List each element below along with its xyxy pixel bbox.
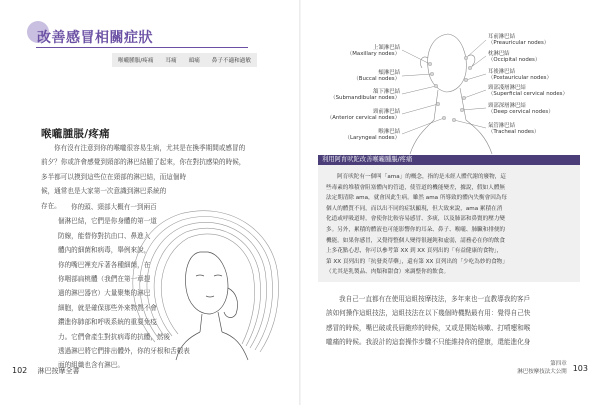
right-page [300, 0, 600, 405]
text-line: 多半都可以摸到這些位在頸部的淋巴結，而這個時 [41, 172, 187, 181]
panel-title: 利用阿育吠陀改善喉嚨腫脹/疼痛 [318, 155, 580, 165]
text-line: 你咽部扁桃體（我們在第一章提 [58, 275, 151, 284]
text-line: 該如何操作這組技法，這組技法在以下幾個時機點最有用：覺得自己快 [326, 309, 531, 318]
label-superficial-cervical-nodes: 頸部淺層淋巴結 （Superficial cervical nodes） [488, 85, 568, 98]
tag-ear: 耳痛 [165, 58, 177, 64]
text-line: （尤其是乳製品、肉類和甜食）來調整你的飲食。 [326, 269, 450, 276]
text-line: 你的嘴巴裡充斥著各種細菌，在 [58, 260, 151, 269]
label-tracheal-nodes: 氣管淋巴結 （Tracheal nodes） [488, 123, 540, 136]
text-line: 前夕？你或許會感覺到頸部的淋巴結腫了起來，你在對抗感染的時候， [41, 158, 246, 167]
label-anterior-cervical-nodes: 頸前淋巴結 （Anterior cervical nodes） [326, 109, 400, 122]
text-line: 嚨痛的時候。我設計的這套操作步驟不只能維持你的健康，還能進化身 [326, 338, 531, 347]
label-preauricular-nodes: 耳前淋巴結 （Preauricular nodes） [488, 34, 550, 47]
page-number-left: 102 [12, 366, 28, 375]
lymph-node-diagram [326, 28, 576, 158]
text-line: 感冒的時候，嘴巴破或長唇皰疹的時候，又或是開始咳嗽、打噴嚏和喉 [326, 323, 531, 332]
text-line: 我自己一直都有在使用這組按摩技法，多年來也一直教導我的客戶 [339, 295, 531, 303]
woman-sore-throat-illustration [100, 192, 300, 362]
ayurveda-sidebar-panel [318, 155, 580, 282]
text-line: 防線，能替你對抗由口、鼻進入 [58, 231, 151, 240]
text-line: 體內的細菌和病毒，舉例來說， [58, 246, 151, 255]
text-line: 上多花點心思，你可以參考第 XX 到 XX 頁列出的「有益健康的食物」， [326, 248, 503, 255]
text-line: 力。它們會產生對抗病毒的抗體，然後 [58, 332, 171, 341]
text-line: 候，通常也是大家第一次意識到淋巴系統的 [41, 187, 167, 196]
running-head-right: 第四章 淋巴按摩技法大公開 [517, 361, 567, 375]
text-line: 阿育吠陀有一個叫「ama」的概念，指的是未經人體代謝的廢物，這 [337, 174, 506, 180]
chapter-title: 改善感冒相關症狀 [37, 30, 153, 46]
text-line: 細胞，就是確保那些外來物質不會 [58, 303, 157, 312]
panel-body [326, 172, 508, 278]
text-line: 法定期清除 ama，就會因此生病。雖然 ama 所導致的體內失衡會因為每 [326, 195, 507, 202]
page-number-right: 103 [572, 363, 588, 373]
tag-head: 頭痛 [188, 58, 200, 64]
text-line: 些毒素的堆積會阻塞體內的管道，使管道的機能變差，據說，假如人體無 [326, 184, 506, 191]
text-line: 個人的體質不同，而以出不同的症狀顯現，但大致來說，ama 累積在消 [326, 205, 503, 212]
running-head-left: 淋巴按摩全書 [37, 367, 80, 375]
text-line: 多。另外，累積的體液也可能影響你的耳朵、鼻子、喉嚨、肺臟和排便的 [326, 226, 506, 233]
tag-nose: 鼻子不適和過敏 [211, 58, 251, 64]
text-line: 過的淋巴器官）大量聚集的淋巴 [58, 289, 151, 298]
label-postauricular-nodes: 耳後淋巴結 （Postauricular nodes） [488, 69, 552, 82]
label-deep-cervical-nodes: 頸部深層淋巴結 （Deep cervical nodes） [488, 103, 554, 116]
text-line: 第 XX 頁列出的「抗發炎草藥」，還有第 XX 頁列出的「少吃為妙的食物」 [326, 258, 508, 265]
text-line: 化道或呼吸道時，會使你比較容易感冒、多痰，以及肺部和鼻竇的壓力變 [326, 216, 506, 223]
label-maxillary-nodes: 上頷淋巴結 （Maxillary nodes） [346, 45, 400, 58]
label-submandibular-nodes: 頷下淋巴結 （Submandibular nodes） [330, 89, 400, 102]
text-line: 鑽進你肺部和呼吸系統的重要免疫 [58, 318, 157, 327]
text-line: 面的組織也含有淋巴。 [58, 361, 124, 370]
text-line: 你的頭、頸部大概有一到兩百 [71, 203, 157, 211]
section-heading: 喉嚨腫脹/疼痛 [41, 128, 110, 140]
text-line: 透過淋巴將它們排出體外，你的牙根和舌根表 [58, 347, 190, 356]
left-footer [12, 366, 80, 376]
label-buccal-nodes: 頰淋巴結 （Buccal nodes） [353, 70, 400, 83]
tag-throat: 喉嚨腫脹/疼痛 [117, 58, 154, 64]
text-line: 你有沒有注意到你的喉嚨很容易生病，尤其是在換季期間或感冒的 [54, 144, 246, 152]
title-underline [36, 47, 248, 48]
text-line: 存在。 [41, 201, 61, 210]
symptom-tag-bar [112, 53, 257, 67]
text-line: 機能。如果你感冒，又覺得整個人變得很遲鈍和虛弱，請務必在你的飲食 [326, 237, 506, 244]
text-line: 個淋巴結，它們是你身體的第一道 [58, 217, 157, 226]
right-footer [517, 360, 588, 376]
technique-paragraph [326, 292, 530, 350]
label-laryngeal-nodes: 喉淋巴結 （Laryngeal nodes） [344, 129, 400, 142]
label-occipital-nodes: 枕淋巴結 （Occipital nodes） [488, 51, 541, 64]
